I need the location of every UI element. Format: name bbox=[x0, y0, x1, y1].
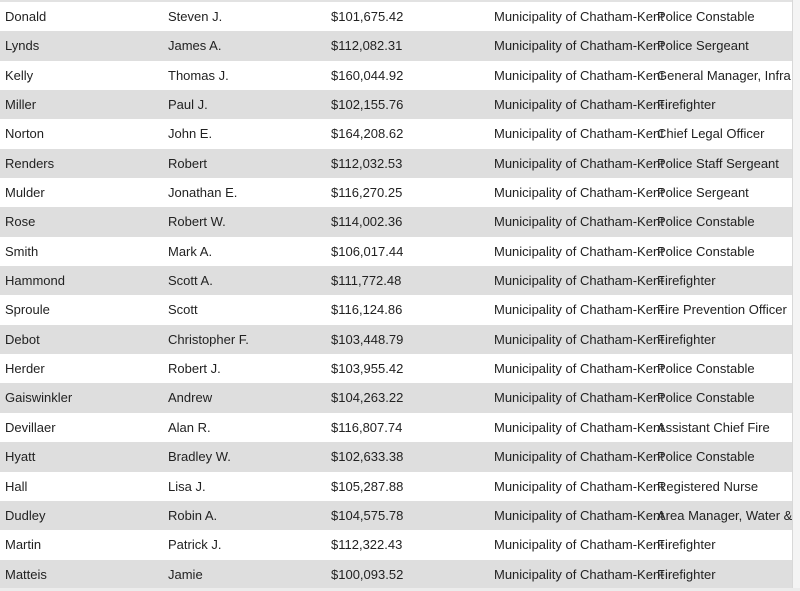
table-row[interactable] bbox=[0, 325, 792, 354]
cell-job-title: Police Staff Sergeant bbox=[657, 155, 779, 171]
table-row[interactable] bbox=[0, 560, 792, 589]
cell-job-title: Police Constable bbox=[657, 243, 755, 259]
cell-salary: $103,955.42 bbox=[331, 361, 404, 377]
cell-employer: Municipality of Chatham-Kent bbox=[494, 214, 664, 230]
cell-last-name: Hall bbox=[5, 478, 28, 494]
cell-last-name: Smith bbox=[5, 243, 39, 259]
cell-salary: $116,270.25 bbox=[331, 185, 403, 201]
cell-first-name: John E. bbox=[168, 126, 213, 142]
cell-job-title: Firefighter bbox=[657, 331, 716, 347]
cell-job-title: Police Constable bbox=[657, 214, 755, 230]
cell-first-name: Thomas J. bbox=[168, 67, 229, 83]
cell-last-name: Debot bbox=[5, 331, 40, 347]
cell-last-name: Kelly bbox=[5, 67, 34, 83]
cell-job-title: Assistant Chief Fire bbox=[657, 419, 770, 435]
cell-salary: $160,044.92 bbox=[331, 67, 404, 83]
cell-last-name: Dudley bbox=[5, 507, 46, 523]
table-row[interactable] bbox=[0, 354, 792, 383]
cell-employer: Municipality of Chatham-Kent bbox=[494, 419, 664, 435]
table-row[interactable] bbox=[0, 178, 792, 207]
cell-employer: Municipality of Chatham-Kent bbox=[494, 331, 664, 347]
cell-first-name: Robin A. bbox=[168, 507, 218, 523]
cell-job-title: Firefighter bbox=[657, 97, 716, 113]
cell-first-name: Scott bbox=[168, 302, 198, 318]
cell-salary: $164,208.62 bbox=[331, 126, 404, 142]
cell-last-name: Hammond bbox=[5, 273, 65, 289]
cell-job-title: Police Constable bbox=[657, 361, 755, 377]
cell-last-name: Miller bbox=[5, 97, 37, 113]
cell-salary: $104,263.22 bbox=[331, 390, 404, 406]
table-row[interactable] bbox=[0, 237, 792, 266]
table-row[interactable] bbox=[0, 413, 792, 442]
cell-salary: $111,772.48 bbox=[331, 273, 402, 289]
cell-employer: Municipality of Chatham-Kent bbox=[494, 449, 664, 465]
vertical-scrollbar[interactable] bbox=[792, 0, 800, 591]
cell-first-name: Scott A. bbox=[168, 273, 213, 289]
cell-last-name: Rose bbox=[5, 214, 36, 230]
cell-salary: $102,155.76 bbox=[331, 97, 404, 113]
cell-last-name: Martin bbox=[5, 537, 42, 553]
table-row[interactable] bbox=[0, 2, 792, 31]
cell-job-title: Firefighter bbox=[657, 273, 716, 289]
cell-job-title: Police Constable bbox=[657, 9, 755, 24]
cell-salary: $103,448.79 bbox=[331, 331, 404, 347]
cell-first-name: Lisa J. bbox=[168, 478, 206, 494]
cell-employer: Municipality of Chatham-Kent bbox=[494, 566, 664, 582]
cell-employer: Municipality of Chatham-Kent bbox=[494, 126, 664, 142]
cell-job-title: Police Sergeant bbox=[657, 38, 749, 54]
cell-job-title: Chief Legal Officer bbox=[657, 126, 765, 142]
cell-job-title: Firefighter bbox=[657, 566, 716, 582]
cell-salary: $112,082.31 bbox=[331, 38, 403, 54]
cell-job-title: Police Constable bbox=[657, 449, 755, 465]
cell-employer: Municipality of Chatham-Kent bbox=[494, 243, 664, 259]
cell-job-title: Police Sergeant bbox=[657, 185, 749, 201]
cell-salary: $112,322.43 bbox=[331, 537, 403, 553]
table-row[interactable] bbox=[0, 119, 792, 148]
cell-salary: $114,002.36 bbox=[331, 214, 403, 230]
cell-employer: Municipality of Chatham-Kent bbox=[494, 67, 664, 83]
cell-first-name: Robert J. bbox=[168, 361, 221, 377]
cell-first-name: Mark A. bbox=[168, 243, 213, 259]
cell-employer: Municipality of Chatham-Kent bbox=[494, 390, 664, 406]
cell-first-name: Steven J. bbox=[168, 9, 223, 24]
cell-first-name: Christopher F. bbox=[168, 331, 249, 347]
cell-first-name: Andrew bbox=[168, 390, 213, 406]
cell-first-name: Jonathan E. bbox=[168, 185, 238, 201]
cell-salary: $116,124.86 bbox=[331, 302, 403, 318]
table-row[interactable] bbox=[0, 61, 792, 90]
table-row[interactable] bbox=[0, 295, 792, 324]
table-row[interactable] bbox=[0, 149, 792, 178]
cell-last-name: Hyatt bbox=[5, 449, 36, 465]
cell-last-name: Lynds bbox=[5, 38, 40, 54]
cell-first-name: James A. bbox=[168, 38, 222, 54]
cell-salary: $101,675.42 bbox=[331, 9, 404, 24]
data-grid bbox=[0, 2, 792, 589]
table-row[interactable] bbox=[0, 530, 792, 559]
cell-salary: $105,287.88 bbox=[331, 478, 404, 494]
table-row[interactable] bbox=[0, 472, 792, 501]
cell-salary: $102,633.38 bbox=[331, 449, 404, 465]
table-row[interactable] bbox=[0, 266, 792, 295]
cell-employer: Municipality of Chatham-Kent bbox=[494, 361, 664, 377]
cell-job-title: Police Constable bbox=[657, 390, 755, 406]
cell-salary: $116,807.74 bbox=[331, 419, 403, 435]
cell-employer: Municipality of Chatham-Kent bbox=[494, 478, 664, 494]
table-row[interactable] bbox=[0, 31, 792, 60]
cell-first-name: Alan R. bbox=[168, 419, 211, 435]
cell-first-name: Jamie bbox=[168, 566, 203, 582]
cell-salary: $112,032.53 bbox=[331, 155, 403, 171]
cell-employer: Municipality of Chatham-Kent bbox=[494, 302, 664, 318]
cell-last-name: Mulder bbox=[5, 185, 45, 201]
cell-employer: Municipality of Chatham-Kent bbox=[494, 97, 664, 113]
table-row[interactable] bbox=[0, 207, 792, 236]
cell-employer: Municipality of Chatham-Kent bbox=[494, 155, 664, 171]
cell-job-title: General Manager, Infra bbox=[657, 67, 791, 83]
table-row[interactable] bbox=[0, 383, 792, 412]
cell-job-title: Firefighter bbox=[657, 537, 716, 553]
cell-last-name: Renders bbox=[5, 155, 55, 171]
cell-job-title: Area Manager, Water & bbox=[657, 507, 793, 523]
cell-last-name: Donald bbox=[5, 9, 47, 24]
cell-last-name: Norton bbox=[5, 126, 45, 142]
table-row[interactable] bbox=[0, 442, 792, 471]
cell-last-name: Sproule bbox=[5, 302, 50, 318]
cell-salary: $100,093.52 bbox=[331, 566, 404, 582]
cell-employer: Municipality of Chatham-Kent bbox=[494, 38, 664, 54]
cell-employer: Municipality of Chatham-Kent bbox=[494, 9, 664, 24]
cell-first-name: Robert W. bbox=[168, 214, 226, 230]
cell-employer: Municipality of Chatham-Kent bbox=[494, 185, 664, 201]
table-row[interactable] bbox=[0, 90, 792, 119]
cell-job-title: Fire Prevention Officer bbox=[657, 302, 787, 318]
cell-salary: $106,017.44 bbox=[331, 243, 404, 259]
cell-first-name: Paul J. bbox=[168, 97, 208, 113]
cell-job-title: Registered Nurse bbox=[657, 478, 759, 494]
table-row[interactable] bbox=[0, 501, 792, 530]
cell-first-name: Robert bbox=[168, 155, 208, 171]
cell-first-name: Patrick J. bbox=[168, 537, 222, 553]
cell-last-name: Matteis bbox=[5, 566, 47, 582]
cell-salary: $104,575.78 bbox=[331, 507, 404, 523]
cell-employer: Municipality of Chatham-Kent bbox=[494, 537, 664, 553]
cell-employer: Municipality of Chatham-Kent bbox=[494, 507, 664, 523]
cell-last-name: Devillaer bbox=[5, 419, 56, 435]
cell-last-name: Herder bbox=[5, 361, 45, 377]
cell-employer: Municipality of Chatham-Kent bbox=[494, 273, 664, 289]
cell-first-name: Bradley W. bbox=[168, 449, 231, 465]
cell-last-name: Gaiswinkler bbox=[5, 390, 73, 406]
